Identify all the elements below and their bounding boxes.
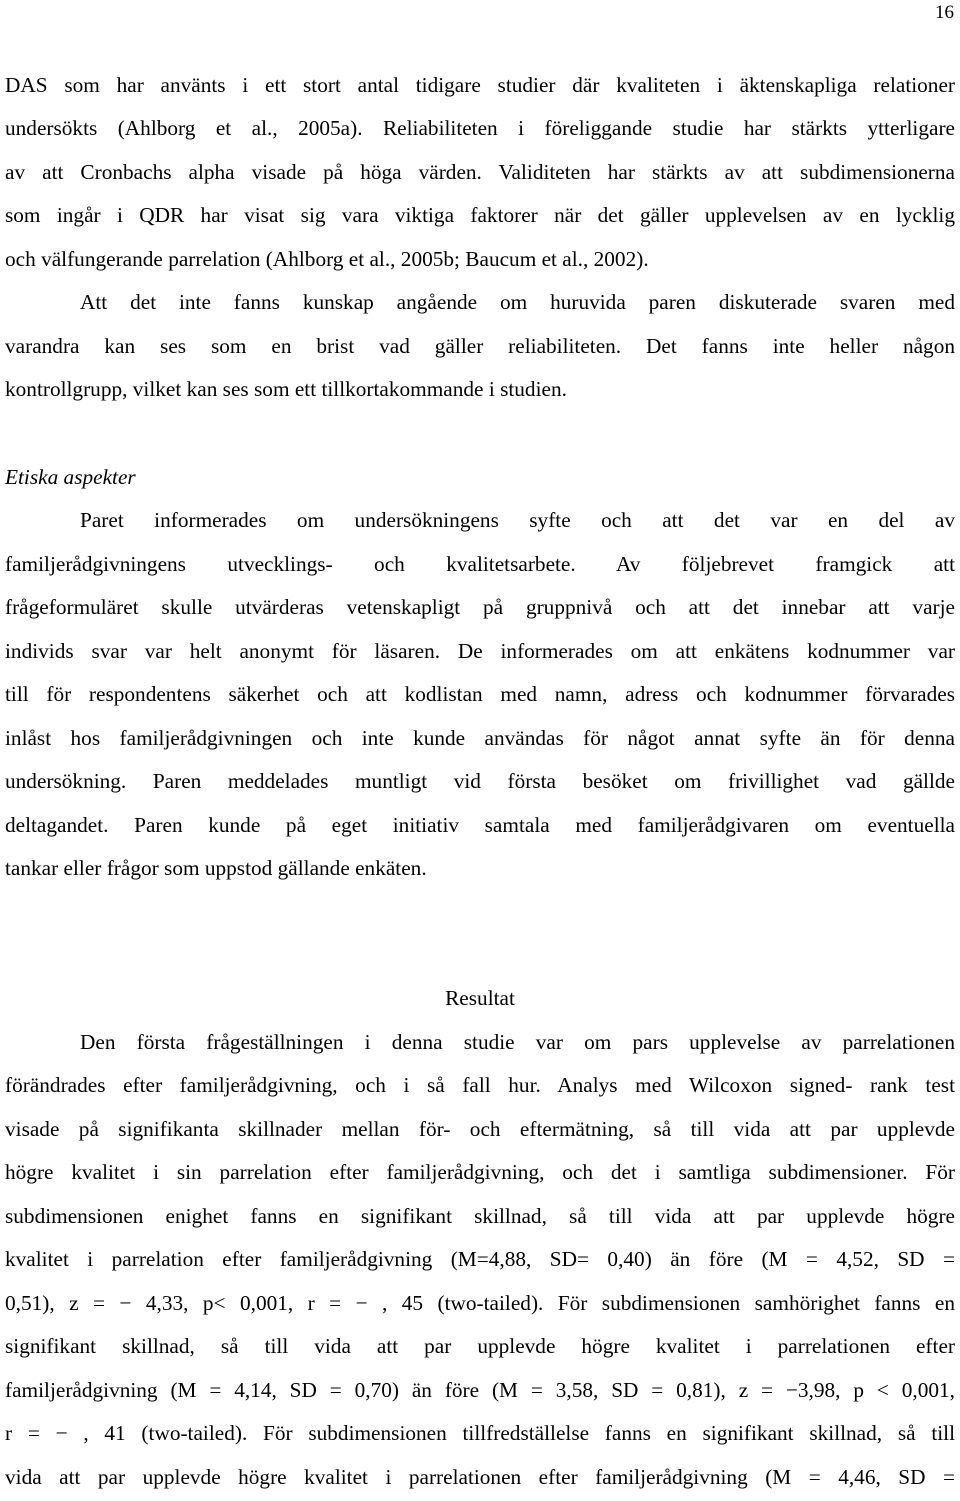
page-number: 16	[935, 2, 954, 23]
text-line: familjerådgivningens utvecklings- och kvalitetsarbete. Av följebrevet framgick att	[5, 552, 955, 576]
text-line: till för respondentens säkerhet och att kodlistan med namn, adress och kodnummer förvarades	[5, 682, 955, 706]
text-line: 0,51), z = − 4,33, p< 0,001, r = − , 45 (two-tailed). För subdimensionen samhörighet fanns en	[5, 1291, 955, 1315]
text-line: vida att par upplevde högre kvalitet i parrelationen efter familjerådgivning (M = 4,46, SD =	[5, 1465, 955, 1489]
text-line: kvalitet i parrelation efter familjerådgivning (M=4,88, SD= 0,40) än före (M = 4,52, SD =	[5, 1247, 955, 1271]
text-line: förändrades efter familjerådgivning, och i så fall hur. Analys med Wilcoxon signed- rank test	[5, 1073, 955, 1097]
text-line: Att det inte fanns kunskap angående om huruvida paren diskuterade svaren med	[80, 290, 955, 314]
text-line: varandra kan ses som en brist vad gäller reliabiliteten. Det fanns inte heller någon	[5, 334, 955, 358]
text-line: Paret informerades om undersökningens syfte och att det var en del av	[80, 508, 955, 532]
text-line: som ingår i QDR har visat sig vara viktiga faktorer när det gäller upplevelsen av en lycklig	[5, 203, 955, 227]
text-line: Den första frågeställningen i denna studie var om pars upplevelse av parrelationen	[80, 1030, 955, 1054]
text-line: deltagandet. Paren kunde på eget initiativ samtala med familjerådgivaren om eventuella	[5, 813, 955, 837]
text-line: familjerådgivning (M = 4,14, SD = 0,70) än före (M = 3,58, SD = 0,81), z = −3,98, p < 0,001,	[5, 1378, 955, 1402]
text-line: visade på signifikanta skillnader mellan för- och eftermätning, så till vida att par upplevde	[5, 1117, 955, 1141]
text-line: undersökts (Ahlborg et al., 2005a). Reliabiliteten i föreliggande studie har stärkts ytterligare	[5, 116, 955, 140]
text-line: tankar eller frågor som uppstod gällande enkäten.	[5, 856, 427, 880]
text-line: DAS som har använts i ett stort antal tidigare studier där kvaliteten i äktenskapliga relationer	[5, 73, 955, 97]
section-heading: Resultat	[445, 986, 515, 1010]
text-line: kontrollgrupp, vilket kan ses som ett tillkortakommande i studien.	[5, 377, 567, 401]
text-line: individs svar var helt anonymt för läsaren. De informerades om att enkätens kodnummer var	[5, 639, 955, 663]
text-line: signifikant skillnad, så till vida att par upplevde högre kvalitet i parrelationen efter	[5, 1334, 955, 1358]
text-line: högre kvalitet i sin parrelation efter familjerådgivning, och det i samtliga subdimensioner. För	[5, 1160, 955, 1184]
text-line: undersökning. Paren meddelades muntligt vid första besöket om frivillighet vad gällde	[5, 769, 955, 793]
text-line: r = − , 41 (two-tailed). För subdimensionen tillfredställelse fanns en signifikant skillnad, så till	[5, 1421, 955, 1445]
text-line: inlåst hos familjerådgivningen och inte kunde användas för något annat syfte än för denna	[5, 726, 955, 750]
text-line: av att Cronbachs alpha visade på höga värden. Validiteten har stärkts av att subdimensionerna	[5, 160, 955, 184]
section-heading: Etiska aspekter	[5, 465, 136, 489]
text-line: subdimensionen enighet fanns en signifikant skillnad, så till vida att par upplevde högre	[5, 1204, 955, 1228]
text-line: och välfungerande parrelation (Ahlborg et al., 2005b; Baucum et al., 2002).	[5, 247, 649, 271]
text-line: frågeformuläret skulle utvärderas vetenskapligt på gruppnivå och att det innebar att varje	[5, 595, 955, 619]
